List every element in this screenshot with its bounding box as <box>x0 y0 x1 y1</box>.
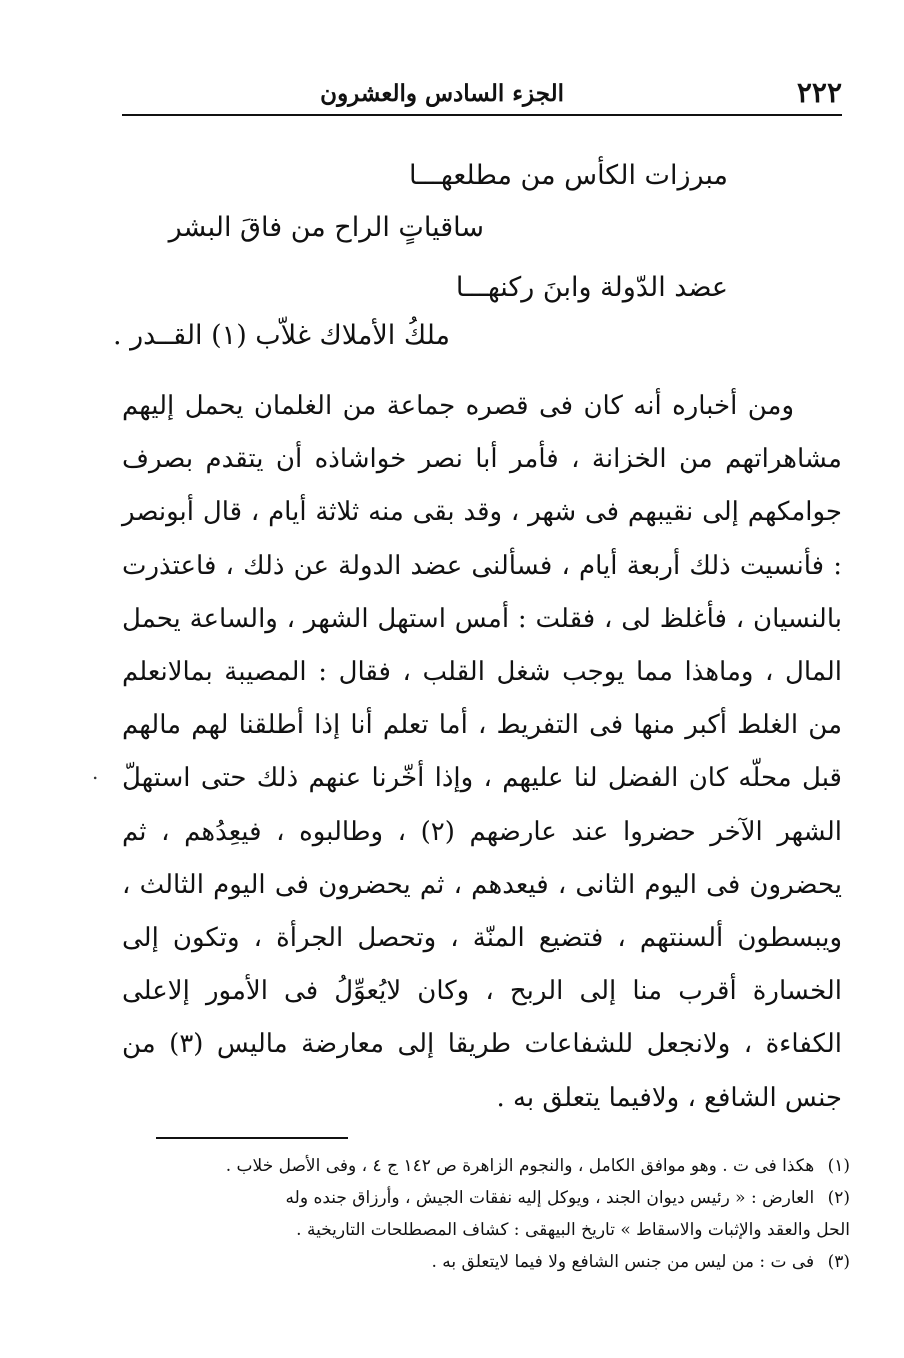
verse-line-4: ملكُ الأملاك غلاّب (١) القــدر . <box>112 320 450 351</box>
footnote-1 <box>110 1150 850 1182</box>
body-paragraph: ومن أخباره أنه كان فى قصره جماعة من الغلمان يحمل إليهم مشاهراتهم من الخزانة ، فأمر أبا نصر خواشاذه أن يتقدم بصرف جوامكهم إلى نقيبهم فى شهر ، وقد بقى منه ثلاثة أيام ، قال أبونصر : فأنسيت ذلك أربعة أيام ، فسألنى عضد الدولة عن ذلك ، فاعتذرت بالنسيان ، فأغلظ لى ، فقلت : أمس استهل الشهر ، والساعة يحمل المال ، وماهذا مما يوجب شغل القلب ، فقال : المصيبة بمالانعلم من الغلط أكبر منها فى التفريط ، أما تعلم أنا إذا أطلقنا لهم مالهم قبل محلّه كان الفضل لنا عليهم ، وإذا أخّرنا عنهم ذلك حتى استهلّ الشهر الآخر حضروا عند عارضهم (٢) ، وطالبوه ، فيعِدُهم ، ثم يحضرون فى اليوم الثانى ، فيعدهم ، ثم يحضرون فى اليوم الثالث ، ويبسطون ألسنتهم ، فتضيع المنّة ، وتحصل الجرأة ، وتكون إلى الخسارة أقرب منا إلى الربح ، وكان لايُعوِّلُ فى الأمور إلاعلى الكفاءة ، ولانجعل للشفاعات طريقا إلى معارضة ماليس (٣) من جنس الشافع ، ولافيما يتعلق به . <box>122 391 843 1113</box>
footnote-number: (٢) <box>827 1188 850 1208</box>
verse-line-3: عضد الدّولة وابنَ ركنهـــا <box>455 272 728 303</box>
footnotes <box>110 1150 850 1278</box>
verse-line-2: ساقياتٍ الراح من فاقَ البشر <box>168 212 484 243</box>
main-text <box>122 380 842 1125</box>
margin-mark-left: . <box>92 760 99 784</box>
footnote-text: العارض : « رئيس ديوان الجند ، ويوكل إليه نفقات الجيش ، وأرزاق جنده وله <box>285 1188 815 1208</box>
footnote-text: هكذا فى ت . وهو موافق الكامل ، والنجوم الزاهرة ص ١٤٢ ج ٤ ، وفى الأصل خلاب . <box>225 1156 815 1176</box>
footnote-number: (١) <box>827 1156 850 1176</box>
footnote-3 <box>110 1246 850 1278</box>
header-rule <box>122 114 842 116</box>
footnote-number: (٣) <box>827 1252 850 1272</box>
page-number: ٢٢٢ <box>796 76 842 109</box>
footnote-separator <box>156 1137 348 1139</box>
page-header <box>122 72 842 112</box>
footnote-2 <box>110 1182 850 1214</box>
running-title: الجزء السادس والعشرون <box>320 80 564 107</box>
footnote-text: الحل والعقد والإثبات والاسقاط » تاريخ البيهقى : كشاف المصطلحات التاريخية . <box>296 1220 850 1240</box>
footnote-text: فى ت : من ليس من جنس الشافع ولا فيما لايتعلق به . <box>431 1252 815 1272</box>
verse-line-1: مبرزات الكأس من مطلعهـــا <box>408 160 728 191</box>
footnote-2-continued <box>110 1214 850 1246</box>
